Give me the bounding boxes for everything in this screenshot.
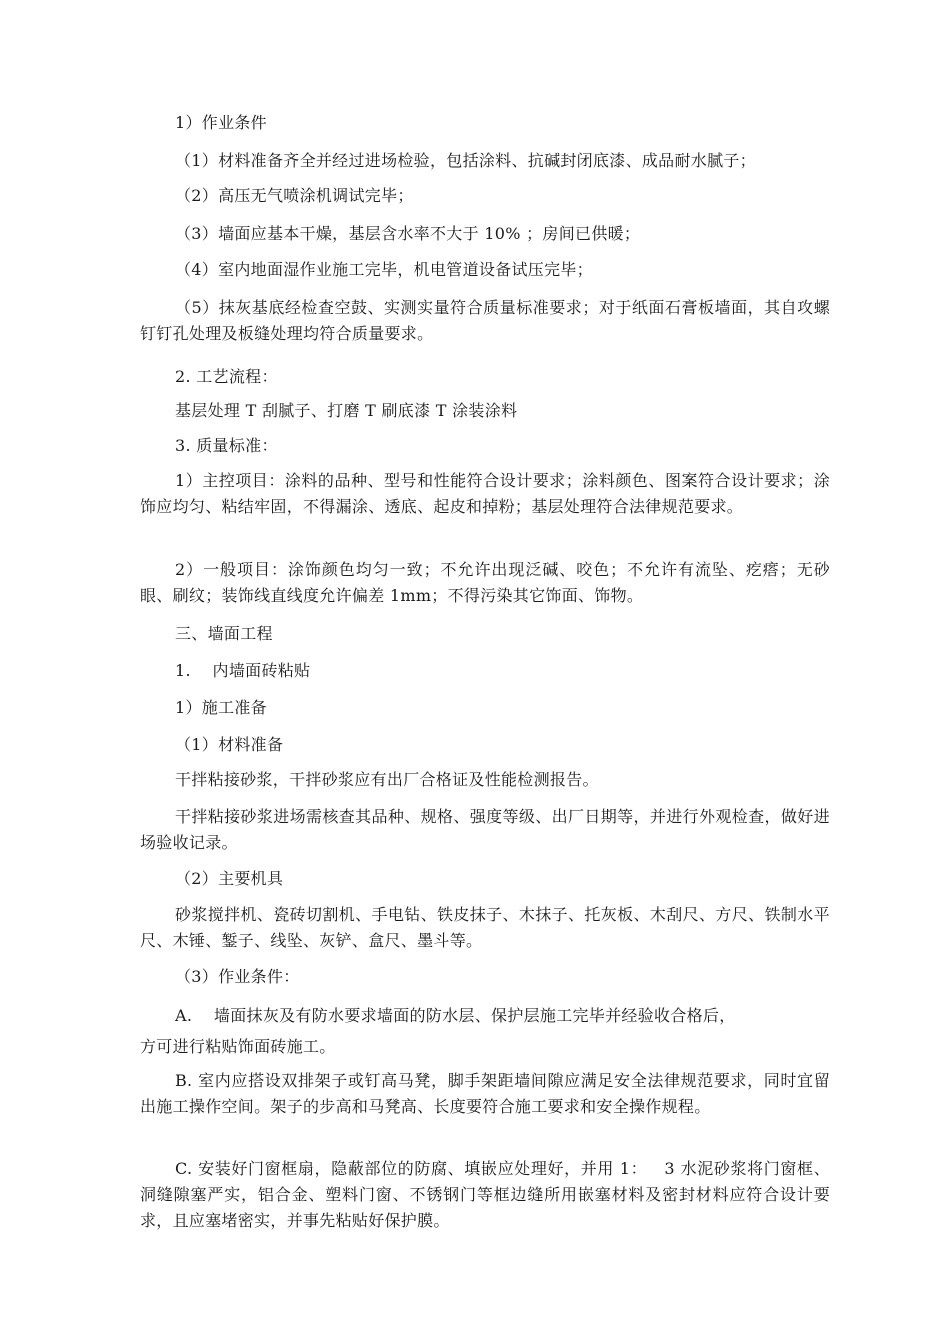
heading-construction-prep: 1）施工准备 — [175, 698, 267, 717]
paragraph-item-3: （3）墙面应基本干燥，基层含水率不大于 10% ；房间已供暖； — [175, 224, 641, 243]
heading-material-prep: （1）材料准备 — [175, 735, 284, 754]
paragraph-general-items: 2）一般项目：涂饰颜色均匀一致；不允许出现泛碱、咬色；不允许有流坠、疙瘩；无砂眼、刷纹；装饰线直线度允许偏差 1mm；不得污染其它饰面、饰物。 — [140, 560, 830, 605]
paragraph-item-1: （1）材料准备齐全并经过进场检验，包括涂料、抗碱封闭底漆、成品耐水腻子； — [175, 151, 756, 170]
heading-wall-engineering: 三、墙面工程 — [175, 624, 273, 643]
paragraph-item-5: （5）抹灰基底经检查空鼓、实测实量符合质量标准要求；对于纸面石膏板墙面，其自攻螺钉钉孔处理及板缝处理均符合质量要求。 — [140, 298, 830, 343]
heading-process-flow: 2. 工艺流程： — [175, 367, 278, 386]
paragraph-condition-b: B. 室内应搭设双排架子或钉高马凳，脚手架距墙间隙应满足安全法律规范要求，同时宜留出施工操作空间。架子的步高和马凳高、长度要符合施工要求和安全操作规程。 — [140, 1071, 830, 1116]
paragraph-condition-a-cont: 方可进行粘贴饰面砖施工。 — [140, 1037, 336, 1056]
heading-quality-standard: 3. 质量标准： — [175, 436, 278, 455]
paragraph-main-control: 1）主控项目：涂料的品种、型号和性能符合设计要求；涂料颜色、图案符合设计要求；涂饰应均匀、粘结牢固，不得漏涂、透底、起皮和掉粉；基层处理符合法律规范要求。 — [140, 471, 830, 516]
paragraph-mortar-check: 干拌粘接砂浆进场需核查其品种、规格、强度等级、出厂日期等，并进行外观检查，做好进场验收记录。 — [140, 807, 830, 852]
paragraph-tools-list: 砂浆搅拌机、瓷砖切割机、手电钻、铁皮抹子、木抹子、托灰板、木刮尺、方尺、铁制水平尺、木锤、錾子、线坠、灰铲、盒尺、墨斗等。 — [140, 905, 830, 950]
heading-work-conditions: 1）作业条件 — [175, 113, 267, 132]
paragraph-item-2: （2）高压无气喷涂机调试完毕； — [175, 186, 414, 205]
heading-work-conditions-3: （3）作业条件： — [175, 967, 300, 986]
heading-interior-tile: 1. 内墙面砖粘贴 — [175, 661, 311, 680]
paragraph-process-flow: 基层处理 T 刮腻子、打磨 T 刷底漆 T 涂装涂料 — [175, 401, 518, 420]
heading-main-tools: （2）主要机具 — [175, 869, 284, 888]
paragraph-item-4: （4）室内地面湿作业施工完毕，机电管道设备试压完毕； — [175, 260, 593, 279]
paragraph-condition-c: C. 安装好门窗框扇，隐蔽部位的防腐、填嵌应处理好，并用 1： 3 水泥砂浆将门窗框、洞缝隙塞严实，铝合金、塑料门窗、不锈钢门等框边缝所用嵌塞材料及密封材料应符合设计要求，且应塞堵密实，并事先粘贴好保护膜。 — [140, 1159, 830, 1230]
paragraph-condition-a: A. 墙面抹灰及有防水要求墙面的防水层、保护层施工完毕并经验收合格后， — [175, 1006, 736, 1025]
paragraph-mortar: 干拌粘接砂浆，干拌砂浆应有出厂合格证及性能检测报告。 — [175, 770, 599, 789]
